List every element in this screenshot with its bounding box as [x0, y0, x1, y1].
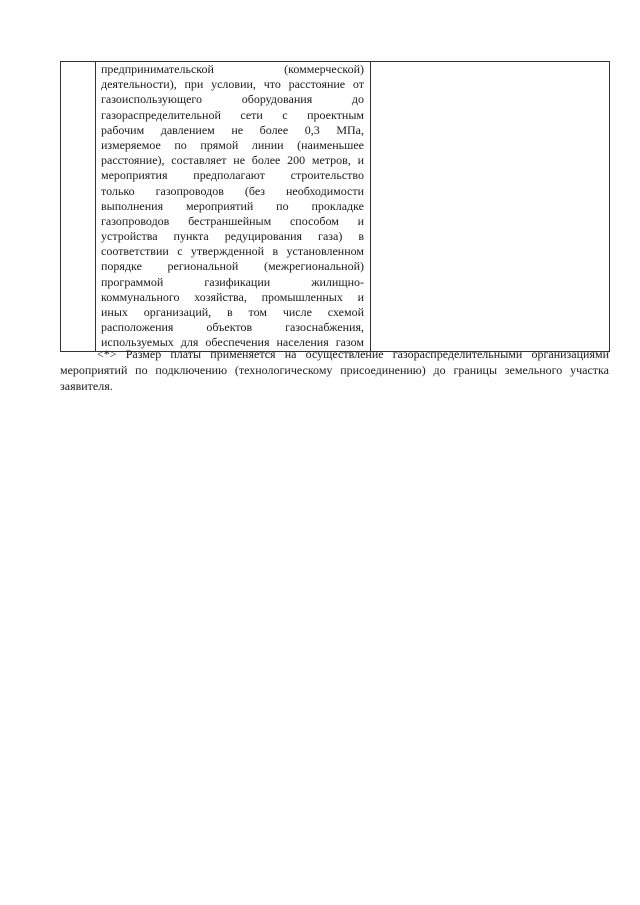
description-line: порядке региональной (межрегиональной) — [101, 259, 364, 274]
description-line: расположения объектов газоснабжения, — [101, 320, 364, 335]
description-line: предпринимательской (коммерческой) — [101, 62, 364, 76]
description-line: деятельности), при условии, что расстояние от — [101, 77, 364, 92]
description-line: газопроводов бестраншейным способом и — [101, 213, 364, 228]
description-line: коммунального хозяйства, промышленных и — [101, 289, 364, 304]
row-number-cell — [61, 62, 96, 352]
footnote-line: <*> Размер платы применяется на осуществление газораспределительными организациями — [97, 347, 609, 361]
description-line: программой газификации жилищно- — [101, 274, 364, 289]
description-line: выполнения мероприятий по прокладке — [101, 198, 364, 213]
fee-table — [60, 61, 610, 352]
description-line: рабочим давлением не более 0,3 МПа, — [101, 122, 364, 137]
row-description-cell — [96, 62, 371, 352]
description-line: соответствии с утвержденной в установленном — [101, 244, 364, 259]
row-value-cell — [371, 62, 610, 352]
footnote — [60, 346, 609, 394]
description-line: только газопроводов (без необходимости — [101, 183, 364, 198]
description-line: используемых для обеспечения населения газом — [101, 335, 364, 350]
description-line: газораспределительной сети с проектным — [101, 107, 364, 122]
description-line: измеряемое по прямой линии (наименьшее — [101, 137, 364, 152]
table-row — [61, 62, 610, 352]
description-line: иных организаций, в том числе схемой — [101, 305, 364, 319]
description-line: расстояние), составляет не более 200 метров, и — [101, 153, 364, 168]
description-line: устройства пункта редуцирования газа) в — [101, 229, 364, 244]
row-description — [96, 62, 370, 351]
footnote-line: заявителя. — [60, 379, 113, 393]
description-line: газоиспользующего оборудования до — [101, 92, 364, 107]
footnote-line: мероприятий по подключению (технологическому присоединению) до границы земельного участка — [60, 363, 609, 377]
description-line: мероприятия предполагают строительство — [101, 168, 364, 183]
